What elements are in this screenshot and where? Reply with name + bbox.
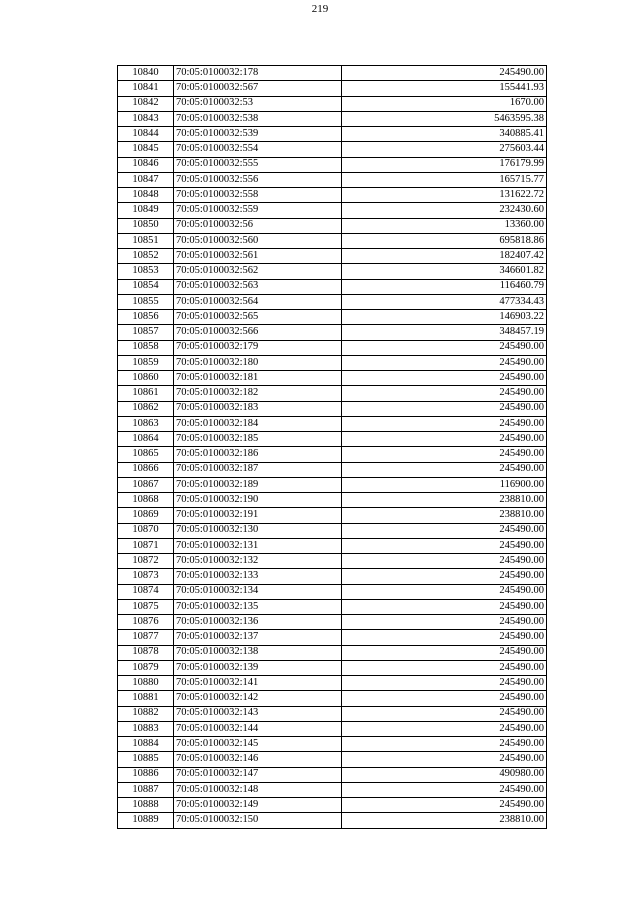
cadastral-number-cell: 70:05:0100032:141 <box>174 676 342 691</box>
row-number-cell: 10856 <box>118 310 174 325</box>
cadastral-number-cell: 70:05:0100032:185 <box>174 432 342 447</box>
row-number-cell: 10880 <box>118 676 174 691</box>
row-number-cell: 10866 <box>118 462 174 477</box>
value-cell: 182407.42 <box>342 249 547 264</box>
value-cell: 245490.00 <box>342 371 547 386</box>
cadastral-number-cell: 70:05:0100032:137 <box>174 630 342 645</box>
table-row <box>118 142 547 157</box>
value-cell: 346601.82 <box>342 264 547 279</box>
cadastral-number-cell: 70:05:0100032:179 <box>174 340 342 355</box>
cadastral-number-cell: 70:05:0100032:564 <box>174 294 342 309</box>
table-row <box>118 752 547 767</box>
row-number-cell: 10867 <box>118 477 174 492</box>
row-number-cell: 10878 <box>118 645 174 660</box>
cadastral-number-cell: 70:05:0100032:184 <box>174 416 342 431</box>
value-cell: 13360.00 <box>342 218 547 233</box>
cadastral-number-cell: 70:05:0100032:556 <box>174 172 342 187</box>
table-row <box>118 233 547 248</box>
table-row <box>118 462 547 477</box>
row-number-cell: 10868 <box>118 493 174 508</box>
cadastral-number-cell: 70:05:0100032:150 <box>174 813 342 828</box>
value-cell: 340885.41 <box>342 127 547 142</box>
cadastral-number-cell: 70:05:0100032:139 <box>174 660 342 675</box>
cadastral-number-cell: 70:05:0100032:181 <box>174 371 342 386</box>
cadastral-number-cell: 70:05:0100032:566 <box>174 325 342 340</box>
table-row <box>118 447 547 462</box>
cadastral-number-cell: 70:05:0100032:131 <box>174 538 342 553</box>
row-number-cell: 10871 <box>118 538 174 553</box>
value-cell: 116900.00 <box>342 477 547 492</box>
cadastral-number-cell: 70:05:0100032:149 <box>174 798 342 813</box>
cadastral-number-cell: 70:05:0100032:56 <box>174 218 342 233</box>
cadastral-number-cell: 70:05:0100032:187 <box>174 462 342 477</box>
table-row <box>118 599 547 614</box>
value-cell: 245490.00 <box>342 706 547 721</box>
row-number-cell: 10862 <box>118 401 174 416</box>
value-cell: 348457.19 <box>342 325 547 340</box>
table-row <box>118 294 547 309</box>
row-number-cell: 10881 <box>118 691 174 706</box>
value-cell: 176179.99 <box>342 157 547 172</box>
table-row <box>118 249 547 264</box>
cadastral-number-cell: 70:05:0100032:183 <box>174 401 342 416</box>
row-number-cell: 10882 <box>118 706 174 721</box>
table-row <box>118 615 547 630</box>
value-cell: 238810.00 <box>342 493 547 508</box>
cadastral-number-cell: 70:05:0100032:148 <box>174 782 342 797</box>
row-number-cell: 10875 <box>118 599 174 614</box>
table-row <box>118 371 547 386</box>
table-row <box>118 477 547 492</box>
value-cell: 245490.00 <box>342 752 547 767</box>
table-row <box>118 782 547 797</box>
cadastral-number-cell: 70:05:0100032:559 <box>174 203 342 218</box>
value-cell: 245490.00 <box>342 798 547 813</box>
cadastral-number-cell: 70:05:0100032:135 <box>174 599 342 614</box>
cadastral-number-cell: 70:05:0100032:142 <box>174 691 342 706</box>
value-cell: 131622.72 <box>342 188 547 203</box>
cadastral-number-cell: 70:05:0100032:191 <box>174 508 342 523</box>
table-row <box>118 310 547 325</box>
value-cell: 238810.00 <box>342 813 547 828</box>
cadastral-number-cell: 70:05:0100032:133 <box>174 569 342 584</box>
table-row <box>118 630 547 645</box>
row-number-cell: 10883 <box>118 721 174 736</box>
row-number-cell: 10854 <box>118 279 174 294</box>
value-cell: 245490.00 <box>342 386 547 401</box>
cadastral-number-cell: 70:05:0100032:562 <box>174 264 342 279</box>
table-row <box>118 416 547 431</box>
table-row <box>118 218 547 233</box>
row-number-cell: 10842 <box>118 96 174 111</box>
cadastral-number-cell: 70:05:0100032:145 <box>174 737 342 752</box>
table-row <box>118 66 547 81</box>
row-number-cell: 10849 <box>118 203 174 218</box>
value-cell: 245490.00 <box>342 645 547 660</box>
cadastral-number-cell: 70:05:0100032:567 <box>174 81 342 96</box>
cadastral-number-cell: 70:05:0100032:539 <box>174 127 342 142</box>
value-cell: 245490.00 <box>342 340 547 355</box>
value-cell: 245490.00 <box>342 462 547 477</box>
value-cell: 116460.79 <box>342 279 547 294</box>
cadastral-number-cell: 70:05:0100032:560 <box>174 233 342 248</box>
table-row <box>118 81 547 96</box>
cadastral-number-cell: 70:05:0100032:565 <box>174 310 342 325</box>
table-row <box>118 127 547 142</box>
table-row <box>118 401 547 416</box>
cadastral-number-cell: 70:05:0100032:178 <box>174 66 342 81</box>
value-cell: 238810.00 <box>342 508 547 523</box>
cadastral-number-cell: 70:05:0100032:138 <box>174 645 342 660</box>
row-number-cell: 10857 <box>118 325 174 340</box>
row-number-cell: 10863 <box>118 416 174 431</box>
row-number-cell: 10850 <box>118 218 174 233</box>
value-cell: 245490.00 <box>342 355 547 370</box>
row-number-cell: 10879 <box>118 660 174 675</box>
value-cell: 5463595.38 <box>342 111 547 126</box>
table-row <box>118 737 547 752</box>
value-cell: 1670.00 <box>342 96 547 111</box>
table-row <box>118 264 547 279</box>
value-cell: 245490.00 <box>342 782 547 797</box>
row-number-cell: 10859 <box>118 355 174 370</box>
row-number-cell: 10841 <box>118 81 174 96</box>
table-row <box>118 660 547 675</box>
table-row <box>118 279 547 294</box>
table-row <box>118 432 547 447</box>
cadastral-number-cell: 70:05:0100032:132 <box>174 554 342 569</box>
table-row <box>118 554 547 569</box>
cadastral-number-cell: 70:05:0100032:561 <box>174 249 342 264</box>
row-number-cell: 10865 <box>118 447 174 462</box>
row-number-cell: 10884 <box>118 737 174 752</box>
row-number-cell: 10873 <box>118 569 174 584</box>
value-cell: 245490.00 <box>342 416 547 431</box>
row-number-cell: 10887 <box>118 782 174 797</box>
row-number-cell: 10847 <box>118 172 174 187</box>
cadastral-number-cell: 70:05:0100032:190 <box>174 493 342 508</box>
value-cell: 245490.00 <box>342 554 547 569</box>
row-number-cell: 10840 <box>118 66 174 81</box>
table-row <box>118 767 547 782</box>
table-row <box>118 721 547 736</box>
row-number-cell: 10846 <box>118 157 174 172</box>
cadastral-number-cell: 70:05:0100032:554 <box>174 142 342 157</box>
row-number-cell: 10885 <box>118 752 174 767</box>
row-number-cell: 10864 <box>118 432 174 447</box>
table-row <box>118 813 547 828</box>
cadastral-number-cell: 70:05:0100032:563 <box>174 279 342 294</box>
cadastral-number-cell: 70:05:0100032:538 <box>174 111 342 126</box>
registry-table-body <box>118 66 547 829</box>
cadastral-number-cell: 70:05:0100032:136 <box>174 615 342 630</box>
cadastral-number-cell: 70:05:0100032:555 <box>174 157 342 172</box>
cadastral-number-cell: 70:05:0100032:186 <box>174 447 342 462</box>
table-row <box>118 355 547 370</box>
row-number-cell: 10872 <box>118 554 174 569</box>
row-number-cell: 10870 <box>118 523 174 538</box>
value-cell: 245490.00 <box>342 660 547 675</box>
value-cell: 245490.00 <box>342 447 547 462</box>
value-cell: 245490.00 <box>342 721 547 736</box>
table-row <box>118 676 547 691</box>
value-cell: 245490.00 <box>342 691 547 706</box>
row-number-cell: 10843 <box>118 111 174 126</box>
row-number-cell: 10844 <box>118 127 174 142</box>
value-cell: 245490.00 <box>342 599 547 614</box>
row-number-cell: 10876 <box>118 615 174 630</box>
table-row <box>118 386 547 401</box>
row-number-cell: 10869 <box>118 508 174 523</box>
value-cell: 245490.00 <box>342 401 547 416</box>
row-number-cell: 10848 <box>118 188 174 203</box>
table-row <box>118 645 547 660</box>
table-row <box>118 172 547 187</box>
value-cell: 245490.00 <box>342 569 547 584</box>
cadastral-number-cell: 70:05:0100032:147 <box>174 767 342 782</box>
value-cell: 477334.43 <box>342 294 547 309</box>
cadastral-number-cell: 70:05:0100032:143 <box>174 706 342 721</box>
value-cell: 695818.86 <box>342 233 547 248</box>
value-cell: 155441.93 <box>342 81 547 96</box>
row-number-cell: 10886 <box>118 767 174 782</box>
value-cell: 232430.60 <box>342 203 547 218</box>
table-row <box>118 538 547 553</box>
table-row <box>118 569 547 584</box>
value-cell: 245490.00 <box>342 737 547 752</box>
value-cell: 245490.00 <box>342 432 547 447</box>
cadastral-number-cell: 70:05:0100032:146 <box>174 752 342 767</box>
cadastral-number-cell: 70:05:0100032:53 <box>174 96 342 111</box>
value-cell: 245490.00 <box>342 66 547 81</box>
value-cell: 245490.00 <box>342 523 547 538</box>
row-number-cell: 10889 <box>118 813 174 828</box>
page-number: 219 <box>311 3 329 15</box>
value-cell: 245490.00 <box>342 615 547 630</box>
row-number-cell: 10874 <box>118 584 174 599</box>
registry-table <box>117 65 547 829</box>
cadastral-number-cell: 70:05:0100032:558 <box>174 188 342 203</box>
row-number-cell: 10877 <box>118 630 174 645</box>
cadastral-number-cell: 70:05:0100032:180 <box>174 355 342 370</box>
table-row <box>118 203 547 218</box>
table-row <box>118 508 547 523</box>
cadastral-number-cell: 70:05:0100032:144 <box>174 721 342 736</box>
cadastral-number-cell: 70:05:0100032:130 <box>174 523 342 538</box>
row-number-cell: 10855 <box>118 294 174 309</box>
row-number-cell: 10845 <box>118 142 174 157</box>
table-row <box>118 493 547 508</box>
row-number-cell: 10853 <box>118 264 174 279</box>
table-row <box>118 96 547 111</box>
cadastral-number-cell: 70:05:0100032:189 <box>174 477 342 492</box>
table-row <box>118 584 547 599</box>
row-number-cell: 10861 <box>118 386 174 401</box>
table-row <box>118 706 547 721</box>
row-number-cell: 10852 <box>118 249 174 264</box>
table-row <box>118 111 547 126</box>
value-cell: 245490.00 <box>342 584 547 599</box>
row-number-cell: 10860 <box>118 371 174 386</box>
table-row <box>118 157 547 172</box>
table-row <box>118 188 547 203</box>
cadastral-number-cell: 70:05:0100032:182 <box>174 386 342 401</box>
table-row <box>118 798 547 813</box>
value-cell: 165715.77 <box>342 172 547 187</box>
table-row <box>118 523 547 538</box>
row-number-cell: 10851 <box>118 233 174 248</box>
value-cell: 275603.44 <box>342 142 547 157</box>
cadastral-number-cell: 70:05:0100032:134 <box>174 584 342 599</box>
table-row <box>118 340 547 355</box>
row-number-cell: 10858 <box>118 340 174 355</box>
value-cell: 490980.00 <box>342 767 547 782</box>
value-cell: 245490.00 <box>342 630 547 645</box>
row-number-cell: 10888 <box>118 798 174 813</box>
table-row <box>118 691 547 706</box>
table-row <box>118 325 547 340</box>
value-cell: 146903.22 <box>342 310 547 325</box>
value-cell: 245490.00 <box>342 676 547 691</box>
value-cell: 245490.00 <box>342 538 547 553</box>
